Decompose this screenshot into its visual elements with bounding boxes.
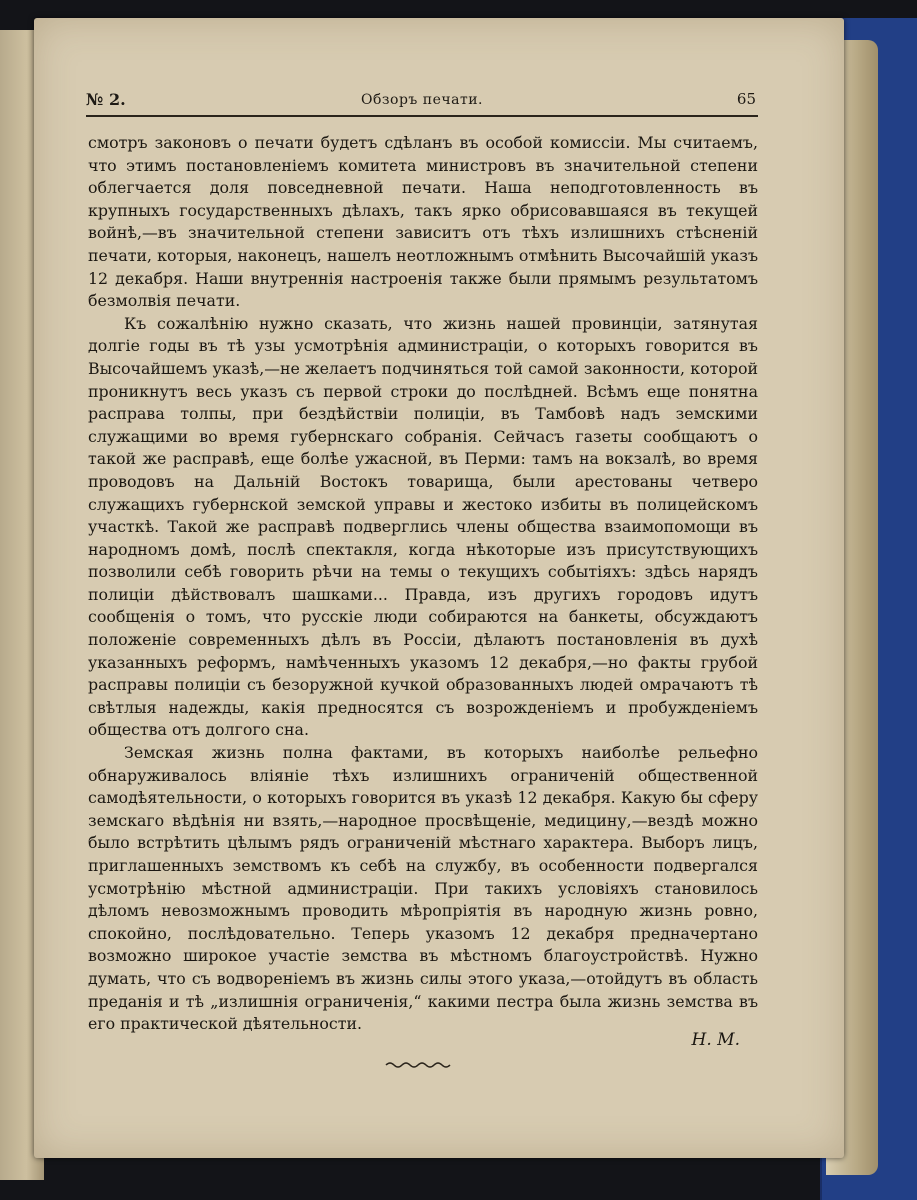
running-header: [86, 90, 758, 114]
page-number: 65: [736, 90, 756, 108]
running-title: Обзоръ печати.: [360, 92, 484, 108]
issue-number: № 2.: [86, 90, 126, 109]
body-text: [88, 132, 758, 1036]
header-rule: [86, 115, 758, 117]
paragraph-2: Къ сожалѣнію нужно сказать, что жизнь нашей провинціи, затянутая долгіе годы въ тѣ узы усмотрѣнія администраціи, о которыхъ говорится въ Высочайшемъ указѣ,—не желаетъ подчиняться той самой законности, которой проникнутъ весь указъ съ первой строки до послѣдней. Всѣмъ еще понятна расправа толпы, при бездѣйствіи полиціи, въ Тамбовѣ надъ земскими служащими во время губернскаго собранія. Сейчасъ газеты сообщаютъ о такой же расправѣ, еще болѣе ужасной, въ Перми: тамъ на вокзалѣ, во время проводовъ на Дальній Востокъ товарища, были арестованы четверо служащихъ губернской земской управы и жестоко избиты въ полицейскомъ участкѣ. Такой же расправѣ подверглись члены общества взаимопомощи въ народномъ домѣ, послѣ спектакля, когда нѣкоторые изъ присутствующихъ позволили себѣ говорить рѣчи на темы о текущихъ событіяхъ: здѣсь нарядъ полиціи дѣйствовалъ шашками... Правда, изъ другихъ городовъ идутъ сообщенія о томъ, что русскіе люди собираются на банкеты, обсуждаютъ положеніе современныхъ дѣлъ въ Россіи, дѣлаютъ постановленія въ духѣ указанныхъ реформъ, намѣченныхъ указомъ 12 декабря,—но факты грубой расправы полиціи съ безоружной кучкой образованныхъ людей омрачаютъ тѣ свѣтлыя надежды, какія предносятся съ возрожденіемъ и пробужденіемъ общества отъ долгого сна.: [88, 313, 758, 740]
paragraph-1: смотръ законовъ о печати будетъ сдѣланъ въ особой комиссіи. Мы считаемъ, что этимъ постановленіемъ комитета министровъ въ значительной степени облегчается доля повседневной печати. Наша неподготовленность въ крупныхъ государственныхъ дѣлахъ, такъ ярко обрисовавшаяся въ текущей войнѣ,—въ значительной степени зависитъ отъ тѣхъ излишнихъ стѣсненій печати, которыя, наконецъ, нашелъ неотложнымъ отмѣнить Высочайшій указъ 12 декабря. Наши внутреннія настроенія также были прямымъ результатомъ безмолвія печати.: [88, 133, 758, 311]
end-ornament: [385, 1060, 451, 1070]
paragraph-3: Земская жизнь полна фактами, въ которыхъ наиболѣе рельефно обнаруживалось вліяніе тѣхъ излишнихъ ограниченій общественной самодѣятельности, о которыхъ говорится въ указѣ 12 декабря. Какую бы сферу земскаго вѣдѣнія ни взять,—народное просвѣщеніе, медицину,—вездѣ можно было встрѣтить цѣлымъ рядъ ограниченій мѣстнаго характера. Выборъ лицъ, приглашенныхъ земствомъ къ себѣ на службу, въ особенности подвергался усмотрѣнію мѣстной администраціи. При такихъ условіяхъ становилось дѣломъ невозможнымъ проводить мѣропріятія въ народную жизнь ровно, спокойно, послѣдовательно. Теперь указомъ 12 декабря предначертано возможно широкое участіе земства въ мѣстномъ благоустройствѣ. Нужно думать, что съ водвореніемъ въ жизнь силы этого указа,—отойдутъ въ область преданія и тѣ „излишнія ограниченія,“ какими пестра была жизнь земства въ его практической дѣятельности.: [88, 743, 758, 1034]
author-signature: Н. М.: [691, 1030, 740, 1050]
